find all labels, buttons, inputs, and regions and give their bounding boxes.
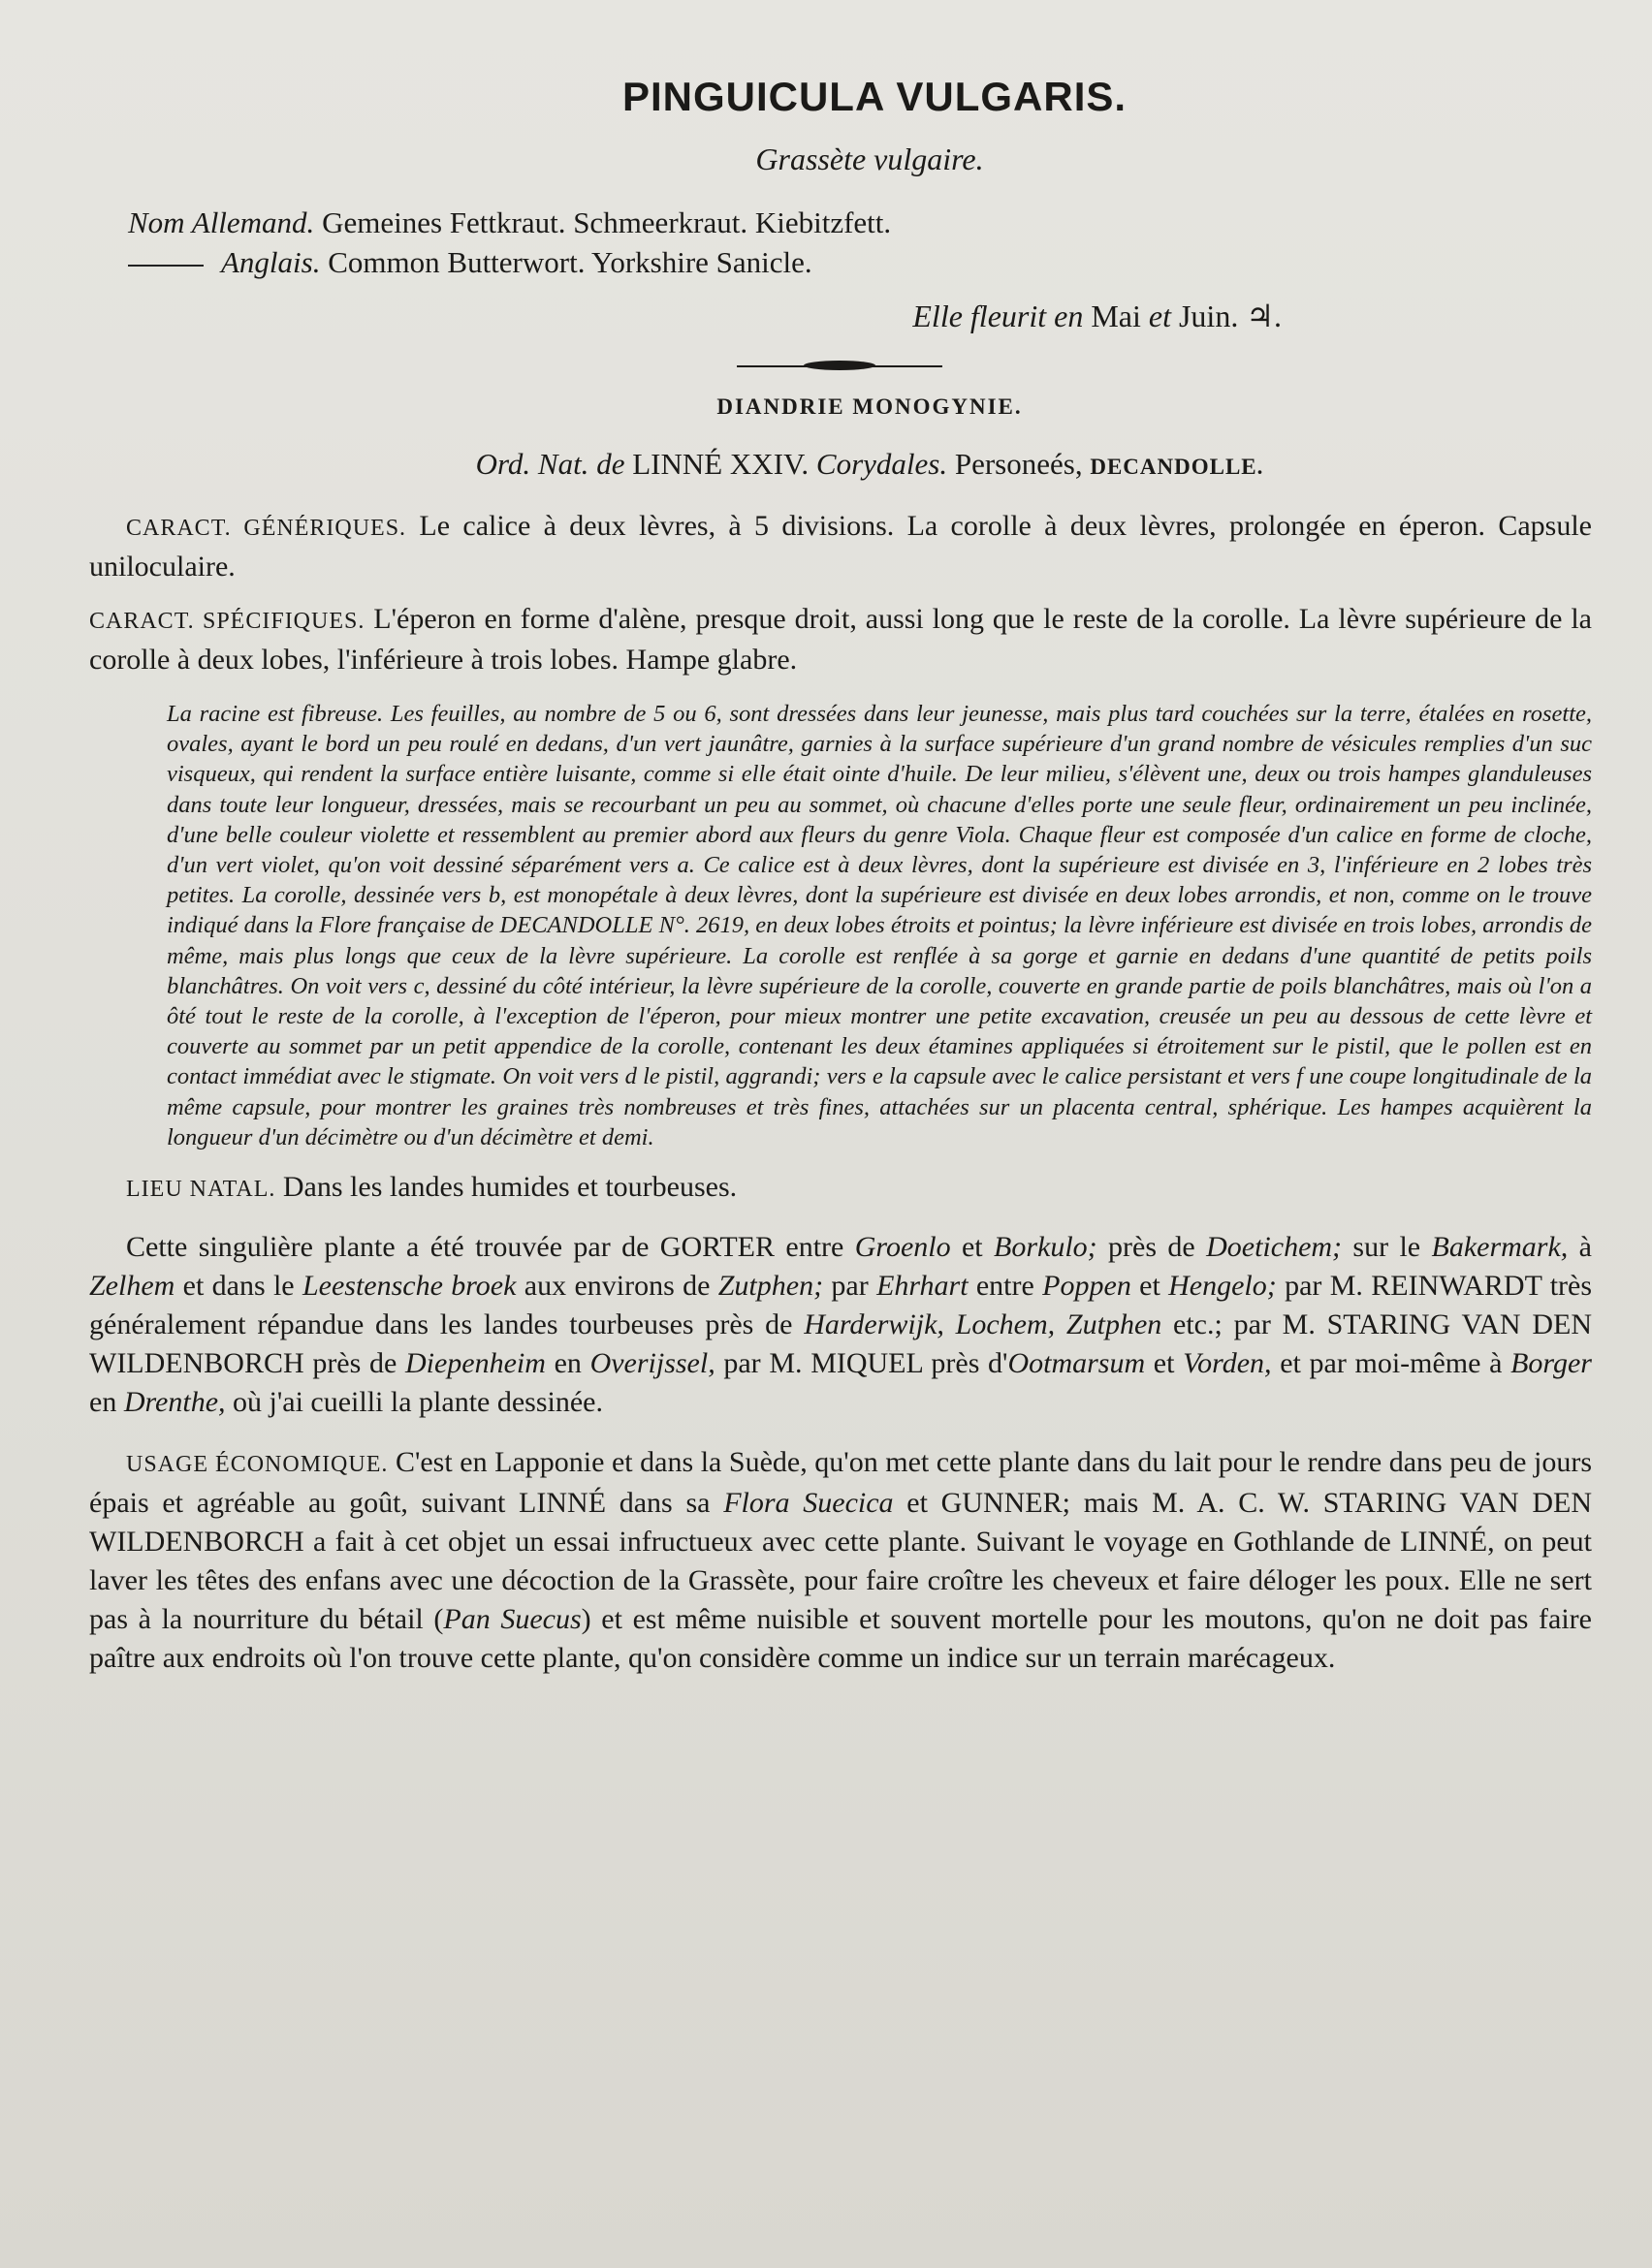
order-c: LINNÉ XXIV. [632,447,810,481]
hab-place: Groenlo [854,1231,951,1264]
english-names: Common Butterwort. Yorkshire Sanicle. [328,245,812,279]
hab-text: par M. REINWARDT très généralement répandue dans les landes tourbeuses près de [89,1270,1593,1341]
linnaean-class: DIANDRIE MONOGYNIE. [716,394,1023,419]
description-paragraph: La racine est fibreuse. Les feuilles, au nombre de 5 ou 6, sont dressées dans leur jeunesse, mais plus tard couchées sur la terre, étalées en rosette, ovales, ayant le bord un peu roulé en dedans, d'un vert jaunâtre, garnies à la surface supérieure d'un grand nombre de vésicules remplies d'un suc visqueux, qui rendent la surface entière luisante, comme si elle était ointe d'huile. De leur milieu, s'élèvent une, deux ou trois hampes glanduleuses dans toute leur longueur, dressées, mais se recourbant un peu au sommet, où chacune d'elles porte une seule fleur, ordinairement un peu inclinée, d'une belle couleur violette et ressemblent au premier abord aux fleurs du genre Viola. Chaque fleur est composée d'un calice en forme de cloche, d'un vert violet, qu'on voit dessiné séparément vers a. Ce calice est à deux lèvres, dont la supérieure est divisée en 3, l'inférieure en 2 lobes très petites. La corolle, dessinée vers b, est monopétale à deux lèvres, dont la supérieure est divisée en deux lobes arrondis, et non, comme on le trouve indiqué dans la Flore française de DECANDOLLE N°. 2619, en deux lobes étroits et pointus; la lèvre inférieure est divisée en trois lobes, arrondis de même, mais plus longs que ceux de la lèvre supérieure. La corolle est renflée à sa gorge et garnie en dedans d'une quantité de petits poils blanchâtres. On voit vers c, dessiné du côté intérieur, la lèvre supérieure de la corolle, couverte en grande partie de poils blanchâtres, mais où l'on a ôté tout le reste de la corolle, à l'exception de l'éperon, pour mieux montrer une petite excavation, creusée un peu au dessous de cette lèvre et couverte au sommet par un petit appendice de la corolle, contenant les deux étamines appliquées si étroitement sur le pistil, que le pollen est en contact immédiat avec le stigmate. On voit vers d le pistil, aggrandi; vers e la capsule avec le calice persistant et vers f une coupe longitudinale de la même capsule, pour montrer les graines très nombreuses et très fines, attachées sur un placenta central, sphérique. Les hampes acquièrent la longueur d'un décimètre ou d'un décimètre et demi. [167,701,1592,1150]
hab-text: Cette singulière plante a été trouvée par de GORTER entre [126,1231,855,1264]
usage-italic: Flora Suecica [723,1487,894,1520]
order-a: Ord. Nat. [475,447,589,481]
flowering-month-2: Juin. ♃. [1178,299,1282,333]
generic-label: CARACT. GÉNÉRIQUES. [126,516,407,541]
hab-text: par M. MIQUEL près d' [715,1347,1008,1380]
german-label: Nom Allemand. [128,205,315,239]
page-title: PINGUICULA VULGARIS. [621,74,1128,119]
generic-text: Le calice à deux lèvres, à 5 divisions. La corolle à deux lèvres, prolongée en éperon. Capsule uniloculaire. [89,510,1592,583]
specific-text: L'éperon en forme d'alène, presque droit, aussi long que le reste de la corolle. La lèvre supérieure de la corolle à deux lobes, l'inférieure à trois lobes. Hampe glabre. [89,603,1592,676]
english-name-line [128,242,1592,282]
hab-text: en [545,1347,590,1380]
hab-text: et [1130,1270,1169,1303]
hab-text: sur le [1342,1231,1432,1264]
french-name: Grassète vulgaire. [755,142,984,176]
hab-place: Leestensche broek [302,1270,517,1303]
hab-text: etc.; par M. STARING VAN DEN WILDENBORCH près de [89,1308,1592,1380]
usage-label: USAGE ÉCONOMIQUE. [126,1452,389,1478]
hab-place: Hengelo; [1168,1270,1277,1303]
lieu-label: LIEU NATAL. [126,1177,276,1203]
ornamental-rule [737,360,942,373]
flowering-line [89,298,1282,334]
hab-text: par [823,1270,877,1303]
hab-place: Bakermark, [1431,1231,1569,1264]
hab-text: où j'ai cueilli la plante dessinée. [225,1386,603,1419]
order-d: Corydales. [815,447,948,481]
hab-text: à [1568,1231,1592,1264]
hab-place: Ootmarsum [1007,1347,1146,1380]
hab-text: et [1145,1347,1184,1380]
hab-place: Overijssel, [589,1347,715,1380]
usage-text: C'est en Lapponie et dans la Suède, qu'on met cette plante dans du lait pour le rendre dans peu de jours épais et agréable au goût, suivant LINNÉ dans sa [89,1446,1593,1520]
usage-italic: Pan Suecus [443,1603,582,1636]
hab-place: Harderwijk, Lochem, Zutphen [804,1308,1162,1341]
hab-place: Doetichem; [1206,1231,1343,1264]
hab-place: Ehrhart [876,1270,969,1303]
usage-text: et GUNNER; mais M. A. C. W. STARING VAN DEN WILDENBORCH a fait à cet objet un essai infructueux avec cette plante. Suivant le voyage en Gothlande de LINNÉ, on peut laver les têtes des enfans avec une décoction de la Grassète, pour faire croître les cheveux et faire déloger les poux. Elle ne sert pas à la nourriture du bétail ( [89,1487,1592,1636]
specific-characters [89,600,1592,679]
order-e: Personeés, [954,447,1083,481]
generic-characters [89,507,1592,586]
ditto-dash [128,265,204,267]
hab-place: Poppen [1042,1270,1131,1303]
usage-text: ) et est même nuisible et souvent mortelle pour les moutons, qu'on ne doit pas faire paître aux endroits où l'on trouve cette plante, qu'on considère comme un indice sur un terrain marécageux. [89,1603,1592,1675]
german-names: Gemeines Fettkraut. Schmeerkraut. Kiebitzfett. [322,205,892,239]
hab-place: Zutphen; [717,1270,824,1303]
english-label: Anglais. [221,245,321,279]
german-name-line [128,203,1592,242]
hab-place: Borger [1510,1347,1592,1380]
hab-place: Vorden, [1183,1347,1272,1380]
native-place [89,1168,1592,1209]
flowering-lead: Elle fleurit en [912,299,1084,333]
vernacular-names [128,203,1592,282]
economic-usage [89,1443,1592,1678]
lieu-text: Dans les landes humides et tourbeuses. [282,1171,738,1204]
order-f: DECANDOLLE. [1090,455,1264,479]
localities-paragraph [89,1228,1592,1422]
flowering-et: et [1148,299,1171,333]
specific-label: CARACT. SPÉCIFIQUES. [89,609,365,634]
hab-place: Diepenheim [404,1347,546,1380]
hab-text: et [950,1231,995,1264]
hab-text: et dans le [175,1270,302,1303]
flowering-month-1: Mai [1091,299,1141,333]
hab-text: aux environs de [516,1270,718,1303]
hab-place: Zelhem [89,1270,175,1303]
hab-text: et par moi-même à [1271,1347,1511,1380]
order-b: de [596,447,625,481]
hab-text: entre [968,1270,1043,1303]
hab-place: Borkulo; [994,1231,1097,1264]
hab-place: Drenthe, [123,1386,226,1419]
hab-text: près de [1096,1231,1207,1264]
natural-order-line [147,447,1592,482]
hab-text: en [89,1386,124,1419]
